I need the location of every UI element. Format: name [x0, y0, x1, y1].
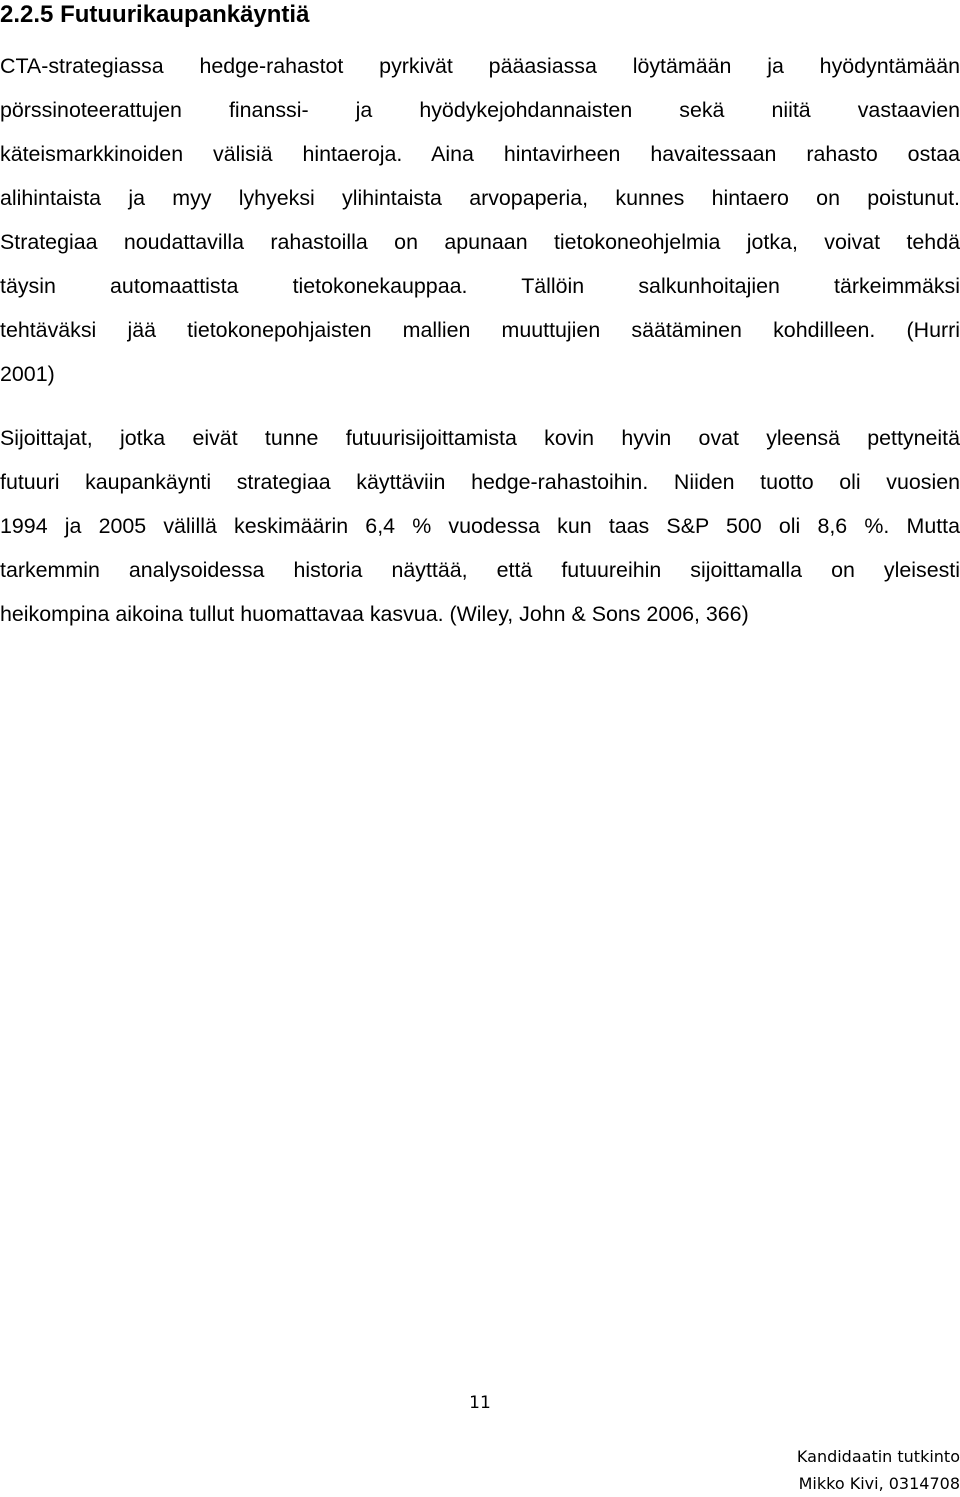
footer-author: Mikko Kivi, 0314708 [798, 1474, 960, 1493]
paragraph-2-line-5: heikompina aikoina tullut huomattavaa kasvua. (Wiley, John & Sons 2006, 366) [0, 602, 749, 626]
section-title: Futuurikaupankäyntiä [60, 1, 310, 28]
paragraph-2-line-2: futuuri kaupankäynti strategiaa käyttäviin hedge-rahastoihin. Niiden tuotto oli vuosien [0, 470, 960, 494]
section-heading [0, 0, 309, 30]
paragraph-1-line-2: pörssinoteerattujen finanssi- ja hyödykejohdannaisten sekä niitä vastaavien [0, 98, 960, 122]
paragraph-2-line-1: Sijoittajat, jotka eivät tunne futuurisijoittamista kovin hyvin ovat yleensä pettyneitä [0, 426, 960, 450]
paragraph-1-line-8: 2001) [0, 362, 55, 386]
paragraph-1-line-6: täysin automaattista tietokonekauppaa. Tällöin salkunhoitajien tärkeimmäksi [0, 274, 960, 298]
paragraph-1-line-7: tehtäväksi jää tietokonepohjaisten mallien muuttujien säätäminen kohdilleen. (Hurri [0, 318, 960, 342]
paragraph-1-line-5: Strategiaa noudattavilla rahastoilla on apunaan tietokoneohjelmia jotka, voivat tehdä [0, 230, 960, 254]
paragraph-1-line-4: alihintaista ja myy lyhyeksi ylihintaista arvopaperia, kunnes hintaero on poistunut. [0, 186, 960, 210]
paragraph-1-line-1: CTA-strategiassa hedge-rahastot pyrkivät pääasiassa löytämään ja hyödyntämään [0, 54, 960, 78]
footer-degree: Kandidaatin tutkinto [796, 1447, 960, 1466]
section-number: 2.2.5 [0, 1, 54, 28]
page-number: 11 [469, 1393, 491, 1413]
paragraph-2-line-4: tarkemmin analysoidessa historia näyttää, että futuureihin sijoittamalla on yleisesti [0, 558, 960, 582]
paragraph-2-line-3: 1994 ja 2005 välillä keskimäärin 6,4 % vuodessa kun taas S&P 500 oli 8,6 %. Mutta [0, 514, 960, 538]
paragraph-1-line-3: käteismarkkinoiden välisiä hintaeroja. Aina hintavirheen havaitessaan rahasto ostaa [0, 142, 960, 166]
